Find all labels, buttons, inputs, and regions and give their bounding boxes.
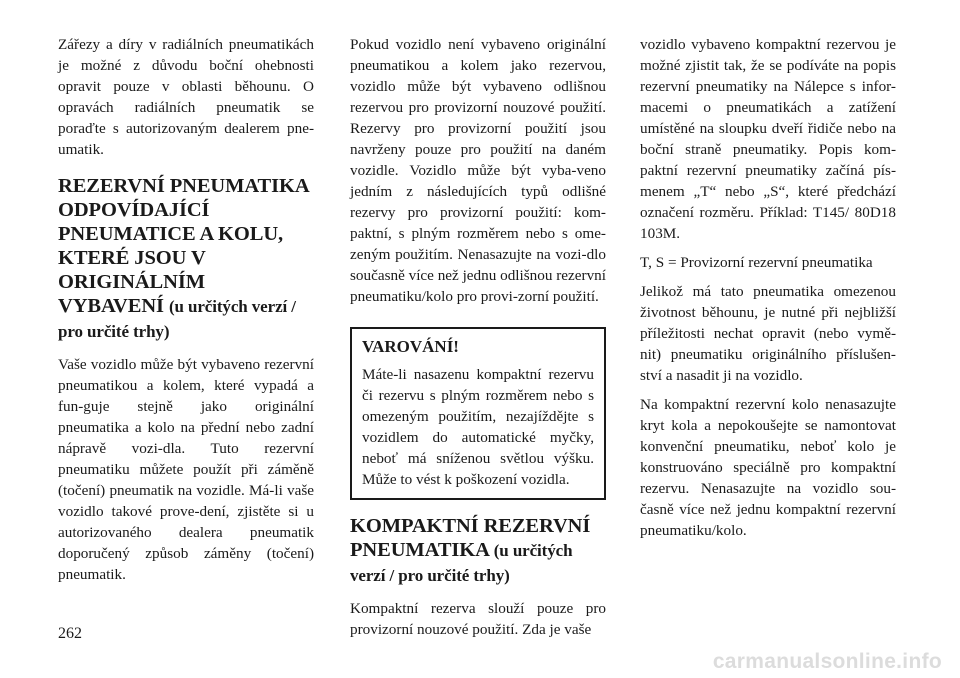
heading-sub-text: (u určitých verzí / pro určité trhy): [350, 541, 573, 585]
wheel-cover-paragraph: Na kompaktní rezervní kolo nenasazujte kryt kola a nepokoušejte se namontovat konvenční pneumatiku, neboť kolo je konstruováno speciálně pro kompaktní rezervu. Nenasazujte na vozidlo sou-časně více než jednu kompaktní rezervní pneumatiku/kolo.: [640, 396, 896, 539]
watermark-text: carmanualsonline.info: [712, 650, 942, 673]
heading-main-text: KOMPAKTNÍ REZERVNÍ PNEUMATIKA: [350, 515, 591, 561]
column-left: [58, 34, 314, 593]
compact-spare-paragraph: Kompaktní rezerva slouží pouze pro provizorní nouzové použití. Zda je vaše: [350, 600, 606, 638]
warning-title: VAROVÁNÍ!: [362, 337, 459, 356]
section-heading-full-size-spare: [58, 174, 314, 344]
tread-life-paragraph: Jelikož má tato pneumatika omezenou životnost běhounu, je nutné při nejbližší příležitosti nechat opravit (nebo vymě-nit) pneumatiku originálního příslušen-ství a nasadit ji na vozidlo.: [640, 283, 896, 384]
heading-main-text: REZERVNÍ PNEUMATIKA ODPOVÍDAJÍCÍ PNEUMATICE A KOLU, KTERÉ JSOU V ORIGINÁLNÍM VYBAVENÍ: [58, 175, 309, 317]
definition-line: T, S = Provizorní rezervní pneumatika: [640, 254, 873, 271]
section-heading-compact-spare: [350, 514, 606, 588]
temporary-spare-paragraph: Pokud vozidlo není vybaveno originální pneumatikou a kolem jako rezervou, vozidlo může být vybaveno odlišnou rezervou pro provizorní nouzové použití. Rezervy pro provizorní použití jsou navrženy pouze pro použití na daném vozidle. Vozidlo může být vyba-veno jedním z následujících typů odlišné rezervy pro provizorní použití: kom-paktní, s plným rozměrem nebo s ome-zeným použitím. Nenasazujte na vozi-dlo současně více než jednu odlišnou rezervní pneumatiku/kolo pro provi-zorní použití.: [350, 36, 606, 305]
full-size-spare-paragraph: Vaše vozidlo může být vybaveno rezervní pneumatikou a kolem, které vypadá a fun-guje stejně jako originální pneumatika a kolo na přední nebo zadní nápravě vozi-dla. Tuto rezervní pneumatiku můžete použít při záměně (točení) pneumatik na vozidle. Má-li vaše vozidlo takové prove-dení, zjistěte si u autorizovaného dealera pneumatik doporučený způsob záměny (točení) pneumatik.: [58, 356, 314, 583]
compact-spare-label-paragraph: vozidlo vybaveno kompaktní rezervou je možné zjistit tak, že se podíváte na popis rezervní pneumatiky na Nálepce s infor-macemi o pneumatikách a zatížení umístěné na sloupku dveří řidiče nebo na boční straně pneumatiky. Popis kom-paktní rezervní pneumatiky začíná pís-menem „T“ nebo „S“, které předchází označení rozměru. Příklad: T145/ 80D18 103M.: [640, 36, 896, 242]
page-number: 262: [58, 625, 82, 642]
warning-text: Máte-li nasazenu kompaktní rezervu či rezervu s plným rozměrem nebo s omezeným použitím, nezajíždějte s vozidlem do automatické myčky, neboť má sníženou světlou výšku. Může to vést k poškození vozidla.: [362, 366, 594, 488]
column-right: [640, 34, 896, 549]
warning-box: [350, 327, 606, 500]
heading-sub-text: (u určitých verzí / pro určité trhy): [58, 297, 296, 341]
column-middle: [350, 34, 606, 648]
intro-paragraph: Zářezy a díry v radiálních pneumatikách je možné z důvodu boční ohebnosti opravit pouze v oblasti běhounu. O opravách radiálních pneumatik se poraďte s autorizovaným dealerem pne-umatik.: [58, 36, 314, 158]
